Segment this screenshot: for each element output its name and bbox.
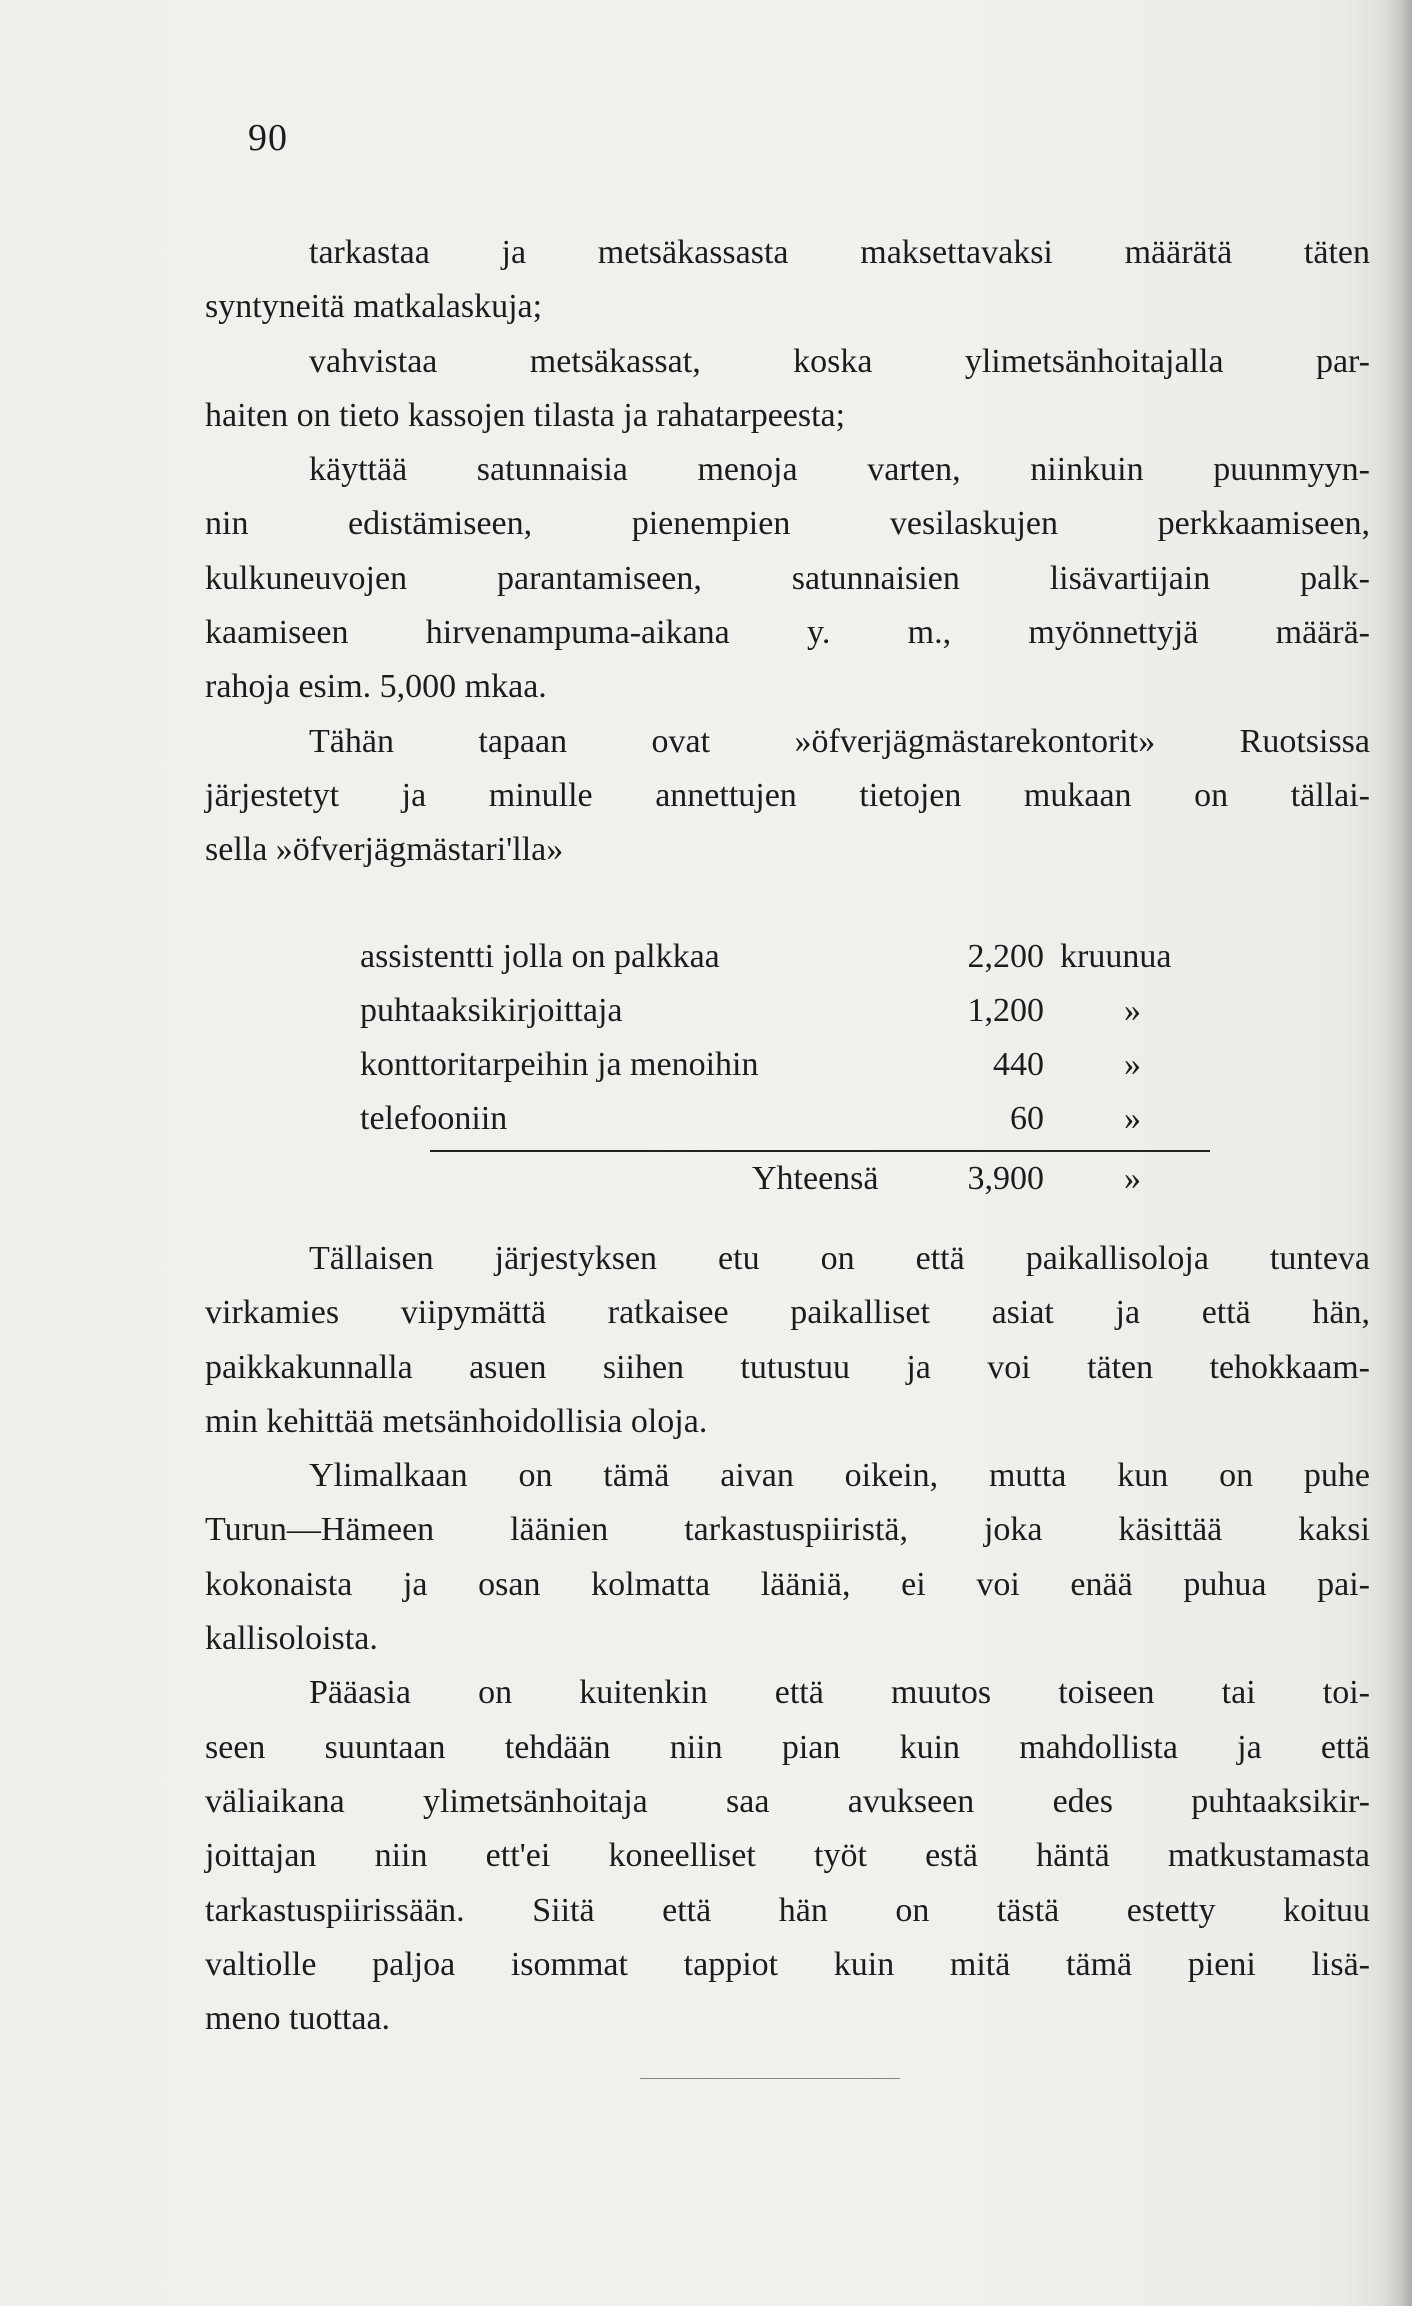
text-line: sella »öfverjägmästari'lla»: [205, 831, 564, 869]
text-line: paikkakunnalla asuen siihen tutustuu ja voi täten tehokkaam-: [205, 1348, 1370, 1386]
row-amount: 2,200: [967, 938, 1044, 975]
row-unit: »: [1124, 1046, 1141, 1083]
text-line: nin edistämiseen, pienempien vesilaskujen perkkaamiseen,: [205, 505, 1370, 543]
paragraph-1: [205, 226, 1370, 878]
total-label: Yhteensä: [752, 1160, 879, 1197]
text-line: kallisoloista.: [205, 1620, 378, 1658]
sum-rule: [430, 1150, 1210, 1152]
row-label: konttoritarpeihin ja menoihin: [360, 1046, 759, 1083]
table-row: [360, 984, 1220, 1038]
page-edge-shadow: [1382, 0, 1412, 2306]
text-line: tarkastuspiirissään. Siitä että hän on tästä estetty koituu: [205, 1891, 1370, 1929]
row-unit: kruunua: [1060, 938, 1172, 975]
text-line: Tällaisen järjestyksen etu on että paikallisoloja tunteva: [309, 1240, 1370, 1277]
row-label: telefooniin: [360, 1100, 508, 1137]
row-unit: »: [1124, 992, 1141, 1029]
text-line: kaamiseen hirvenampuma-aikana y. m., myönnettyjä määrä-: [205, 614, 1370, 652]
paragraph-2: [205, 1232, 1370, 2046]
table-total-row: [360, 1152, 1220, 1206]
text-line: järjestetyt ja minulle annettujen tietojen mukaan on tällai-: [205, 776, 1370, 814]
text-line: meno tuottaa.: [205, 2000, 391, 2038]
text-line: min kehittää metsänhoidollisia oloja.: [205, 1402, 708, 1440]
text-line: valtiolle paljoa isommat tappiot kuin mitä tämä pieni lisä-: [205, 1945, 1370, 1983]
row-label: puhtaaksikirjoittaja: [360, 992, 623, 1029]
text-line: virkamies viipymättä ratkaisee paikalliset asiat ja että hän,: [205, 1294, 1370, 1332]
page-number: 90: [248, 117, 288, 159]
text-line: kokonaista ja osan kolmatta lääniä, ei voi enää puhua pai-: [205, 1565, 1370, 1603]
row-amount: 60: [1010, 1100, 1044, 1137]
total-amount: 3,900: [967, 1160, 1044, 1197]
text-line: tarkastaa ja metsäkassasta maksettavaksi määrätä täten: [309, 234, 1370, 271]
end-rule: [640, 2078, 900, 2079]
text-line: seen suuntaan tehdään niin pian kuin mahdollista ja että: [205, 1728, 1370, 1766]
row-amount: 1,200: [967, 992, 1044, 1029]
text-line: Pääasia on kuitenkin että muutos toiseen tai toi-: [309, 1674, 1370, 1712]
table-row: [360, 930, 1220, 984]
text-line: haiten on tieto kassojen tilasta ja rahatarpeesta;: [205, 396, 846, 434]
text-line: vahvistaa metsäkassat, koska ylimetsänhoitajalla par-: [309, 342, 1370, 380]
row-amount: 440: [993, 1046, 1044, 1083]
text-line: Ylimalkaan on tämä aivan oikein, mutta kun on puhe: [309, 1457, 1370, 1495]
text-line: syntyneitä matkalaskuja;: [205, 288, 543, 326]
table-row: [360, 1092, 1220, 1146]
text-line: rahoja esim. 5,000 mkaa.: [205, 668, 547, 706]
text-line: joittajan niin ett'ei koneelliset työt estä häntä matkustamasta: [205, 1837, 1370, 1875]
total-unit: »: [1124, 1160, 1141, 1197]
text-line: Tähän tapaan ovat »öfverjägmästarekontorit» Ruotsissa: [309, 722, 1370, 760]
text-line: käyttää satunnaisia menoja varten, niinkuin puunmyyn-: [309, 451, 1370, 489]
text-line: Turun—Hämeen läänien tarkastuspiiristä, joka käsittää kaksi: [205, 1511, 1370, 1549]
row-unit: »: [1124, 1100, 1141, 1137]
row-label: assistentti jolla on palkkaa: [360, 938, 720, 975]
table-row: [360, 1038, 1220, 1092]
cost-table: [360, 930, 1220, 1206]
text-line: väliaikana ylimetsänhoitaja saa avukseen edes puhtaaksikir-: [205, 1782, 1370, 1820]
text-line: kulkuneuvojen parantamiseen, satunnaisien lisävartijain palk-: [205, 559, 1370, 597]
